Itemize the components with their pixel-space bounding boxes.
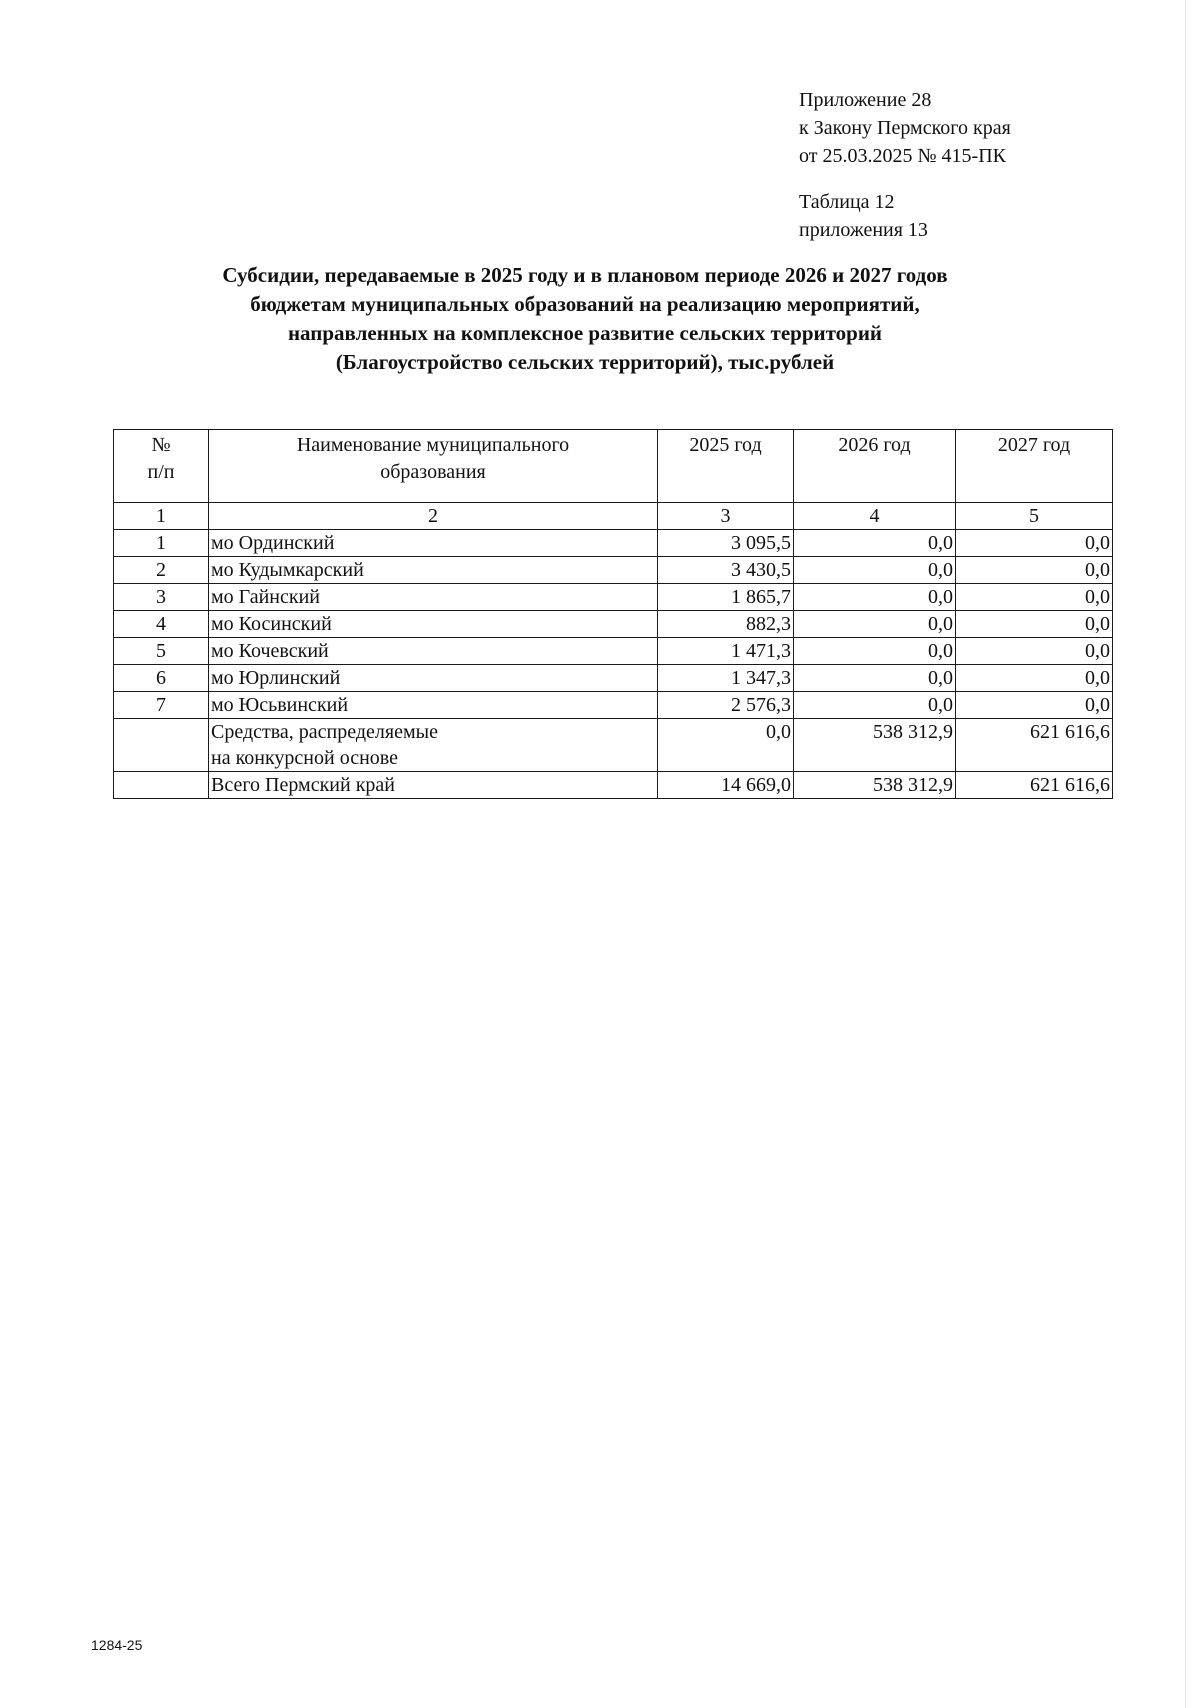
column-number: 1 bbox=[114, 503, 209, 530]
value-2026: 0,0 bbox=[794, 665, 956, 692]
municipality-name: мо Кочевский bbox=[209, 638, 658, 665]
title-line: бюджетам муниципальных образований на реализацию мероприятий, bbox=[250, 292, 920, 316]
header-name bbox=[209, 430, 658, 503]
row-number: 2 bbox=[114, 557, 209, 584]
title-line: (Благоустройство сельских территорий), тыс.рублей bbox=[335, 350, 835, 374]
municipality-name: мо Юрлинский bbox=[209, 665, 658, 692]
header-number-line2: п/п bbox=[147, 461, 175, 483]
total-name: Всего Пермский край bbox=[209, 772, 658, 799]
value-2025: 0,0 bbox=[658, 719, 794, 772]
subsidy-table bbox=[113, 429, 1113, 799]
value-2025: 1 865,7 bbox=[658, 584, 794, 611]
title-line: направленных на комплексное развитие сельских территорий bbox=[287, 321, 883, 345]
value-2025: 3 095,5 bbox=[658, 530, 794, 557]
value-2026: 0,0 bbox=[794, 584, 956, 611]
value-2026: 538 312,9 bbox=[794, 719, 956, 772]
column-number: 5 bbox=[956, 503, 1113, 530]
value-2027: 0,0 bbox=[956, 692, 1113, 719]
header-2027: 2027 год bbox=[956, 430, 1113, 503]
municipality-name: мо Юсьвинский bbox=[209, 692, 658, 719]
row-number: 6 bbox=[114, 665, 209, 692]
municipality-name: мо Кудымкарский bbox=[209, 557, 658, 584]
row-number-empty bbox=[114, 772, 209, 799]
value-2026: 0,0 bbox=[794, 692, 956, 719]
row-number: 5 bbox=[114, 638, 209, 665]
column-number: 3 bbox=[658, 503, 794, 530]
value-2027: 621 616,6 bbox=[956, 719, 1113, 772]
value-2027: 0,0 bbox=[956, 584, 1113, 611]
table-row bbox=[114, 557, 1113, 584]
header-2025: 2025 год bbox=[658, 430, 794, 503]
value-2026: 0,0 bbox=[794, 530, 956, 557]
appendix-line: от 25.03.2025 № 415-ПК bbox=[799, 145, 1007, 167]
competitive-name-line1: Средства, распределяемые bbox=[211, 721, 438, 743]
value-2027: 0,0 bbox=[956, 665, 1113, 692]
total-row bbox=[114, 772, 1113, 799]
table-row bbox=[114, 638, 1113, 665]
municipality-name: мо Ординский bbox=[209, 530, 658, 557]
total-2026: 538 312,9 bbox=[794, 772, 956, 799]
row-number: 7 bbox=[114, 692, 209, 719]
value-2025: 882,3 bbox=[658, 611, 794, 638]
table-row bbox=[114, 665, 1113, 692]
header-name-line1: Наименование муниципального bbox=[296, 434, 570, 456]
document-code: 1284-25 bbox=[91, 1637, 143, 1653]
municipality-name: мо Косинский bbox=[209, 611, 658, 638]
header-name-line2: образования bbox=[380, 461, 486, 483]
header-2026: 2026 год bbox=[794, 430, 956, 503]
table-row bbox=[114, 692, 1113, 719]
document-title bbox=[150, 261, 1020, 377]
header-number-line1: № bbox=[151, 434, 171, 456]
appendix-line: Приложение 28 bbox=[799, 89, 932, 111]
table-row bbox=[114, 584, 1113, 611]
appendix-line: к Закону Пермского края bbox=[799, 117, 1011, 139]
competitive-funds-name bbox=[209, 719, 658, 772]
title-line: Субсидии, передаваемые в 2025 году и в плановом периоде 2026 и 2027 годов bbox=[222, 263, 948, 287]
header-number bbox=[114, 430, 209, 503]
value-2026: 0,0 bbox=[794, 611, 956, 638]
value-2026: 0,0 bbox=[794, 557, 956, 584]
total-2027: 621 616,6 bbox=[956, 772, 1113, 799]
row-number: 3 bbox=[114, 584, 209, 611]
table-ref-line: приложения 13 bbox=[799, 219, 928, 241]
value-2027: 0,0 bbox=[956, 530, 1113, 557]
competitive-name-line2: на конкурсной основе bbox=[211, 747, 398, 769]
table-row bbox=[114, 611, 1113, 638]
table-reference bbox=[799, 188, 928, 244]
row-number-empty bbox=[114, 719, 209, 772]
value-2025: 2 576,3 bbox=[658, 692, 794, 719]
value-2025: 3 430,5 bbox=[658, 557, 794, 584]
appendix-reference bbox=[799, 86, 1011, 170]
municipality-name: мо Гайнский bbox=[209, 584, 658, 611]
value-2027: 0,0 bbox=[956, 611, 1113, 638]
scan-edge-line bbox=[1185, 0, 1186, 1708]
column-number-row bbox=[114, 503, 1113, 530]
table-header-row bbox=[114, 430, 1113, 503]
row-number: 4 bbox=[114, 611, 209, 638]
value-2025: 1 471,3 bbox=[658, 638, 794, 665]
value-2027: 0,0 bbox=[956, 638, 1113, 665]
column-number: 2 bbox=[209, 503, 658, 530]
total-2025: 14 669,0 bbox=[658, 772, 794, 799]
table-ref-line: Таблица 12 bbox=[799, 191, 895, 213]
value-2025: 1 347,3 bbox=[658, 665, 794, 692]
row-number: 1 bbox=[114, 530, 209, 557]
column-number: 4 bbox=[794, 503, 956, 530]
value-2027: 0,0 bbox=[956, 557, 1113, 584]
value-2026: 0,0 bbox=[794, 638, 956, 665]
competitive-funds-row bbox=[114, 719, 1113, 772]
table-row bbox=[114, 530, 1113, 557]
